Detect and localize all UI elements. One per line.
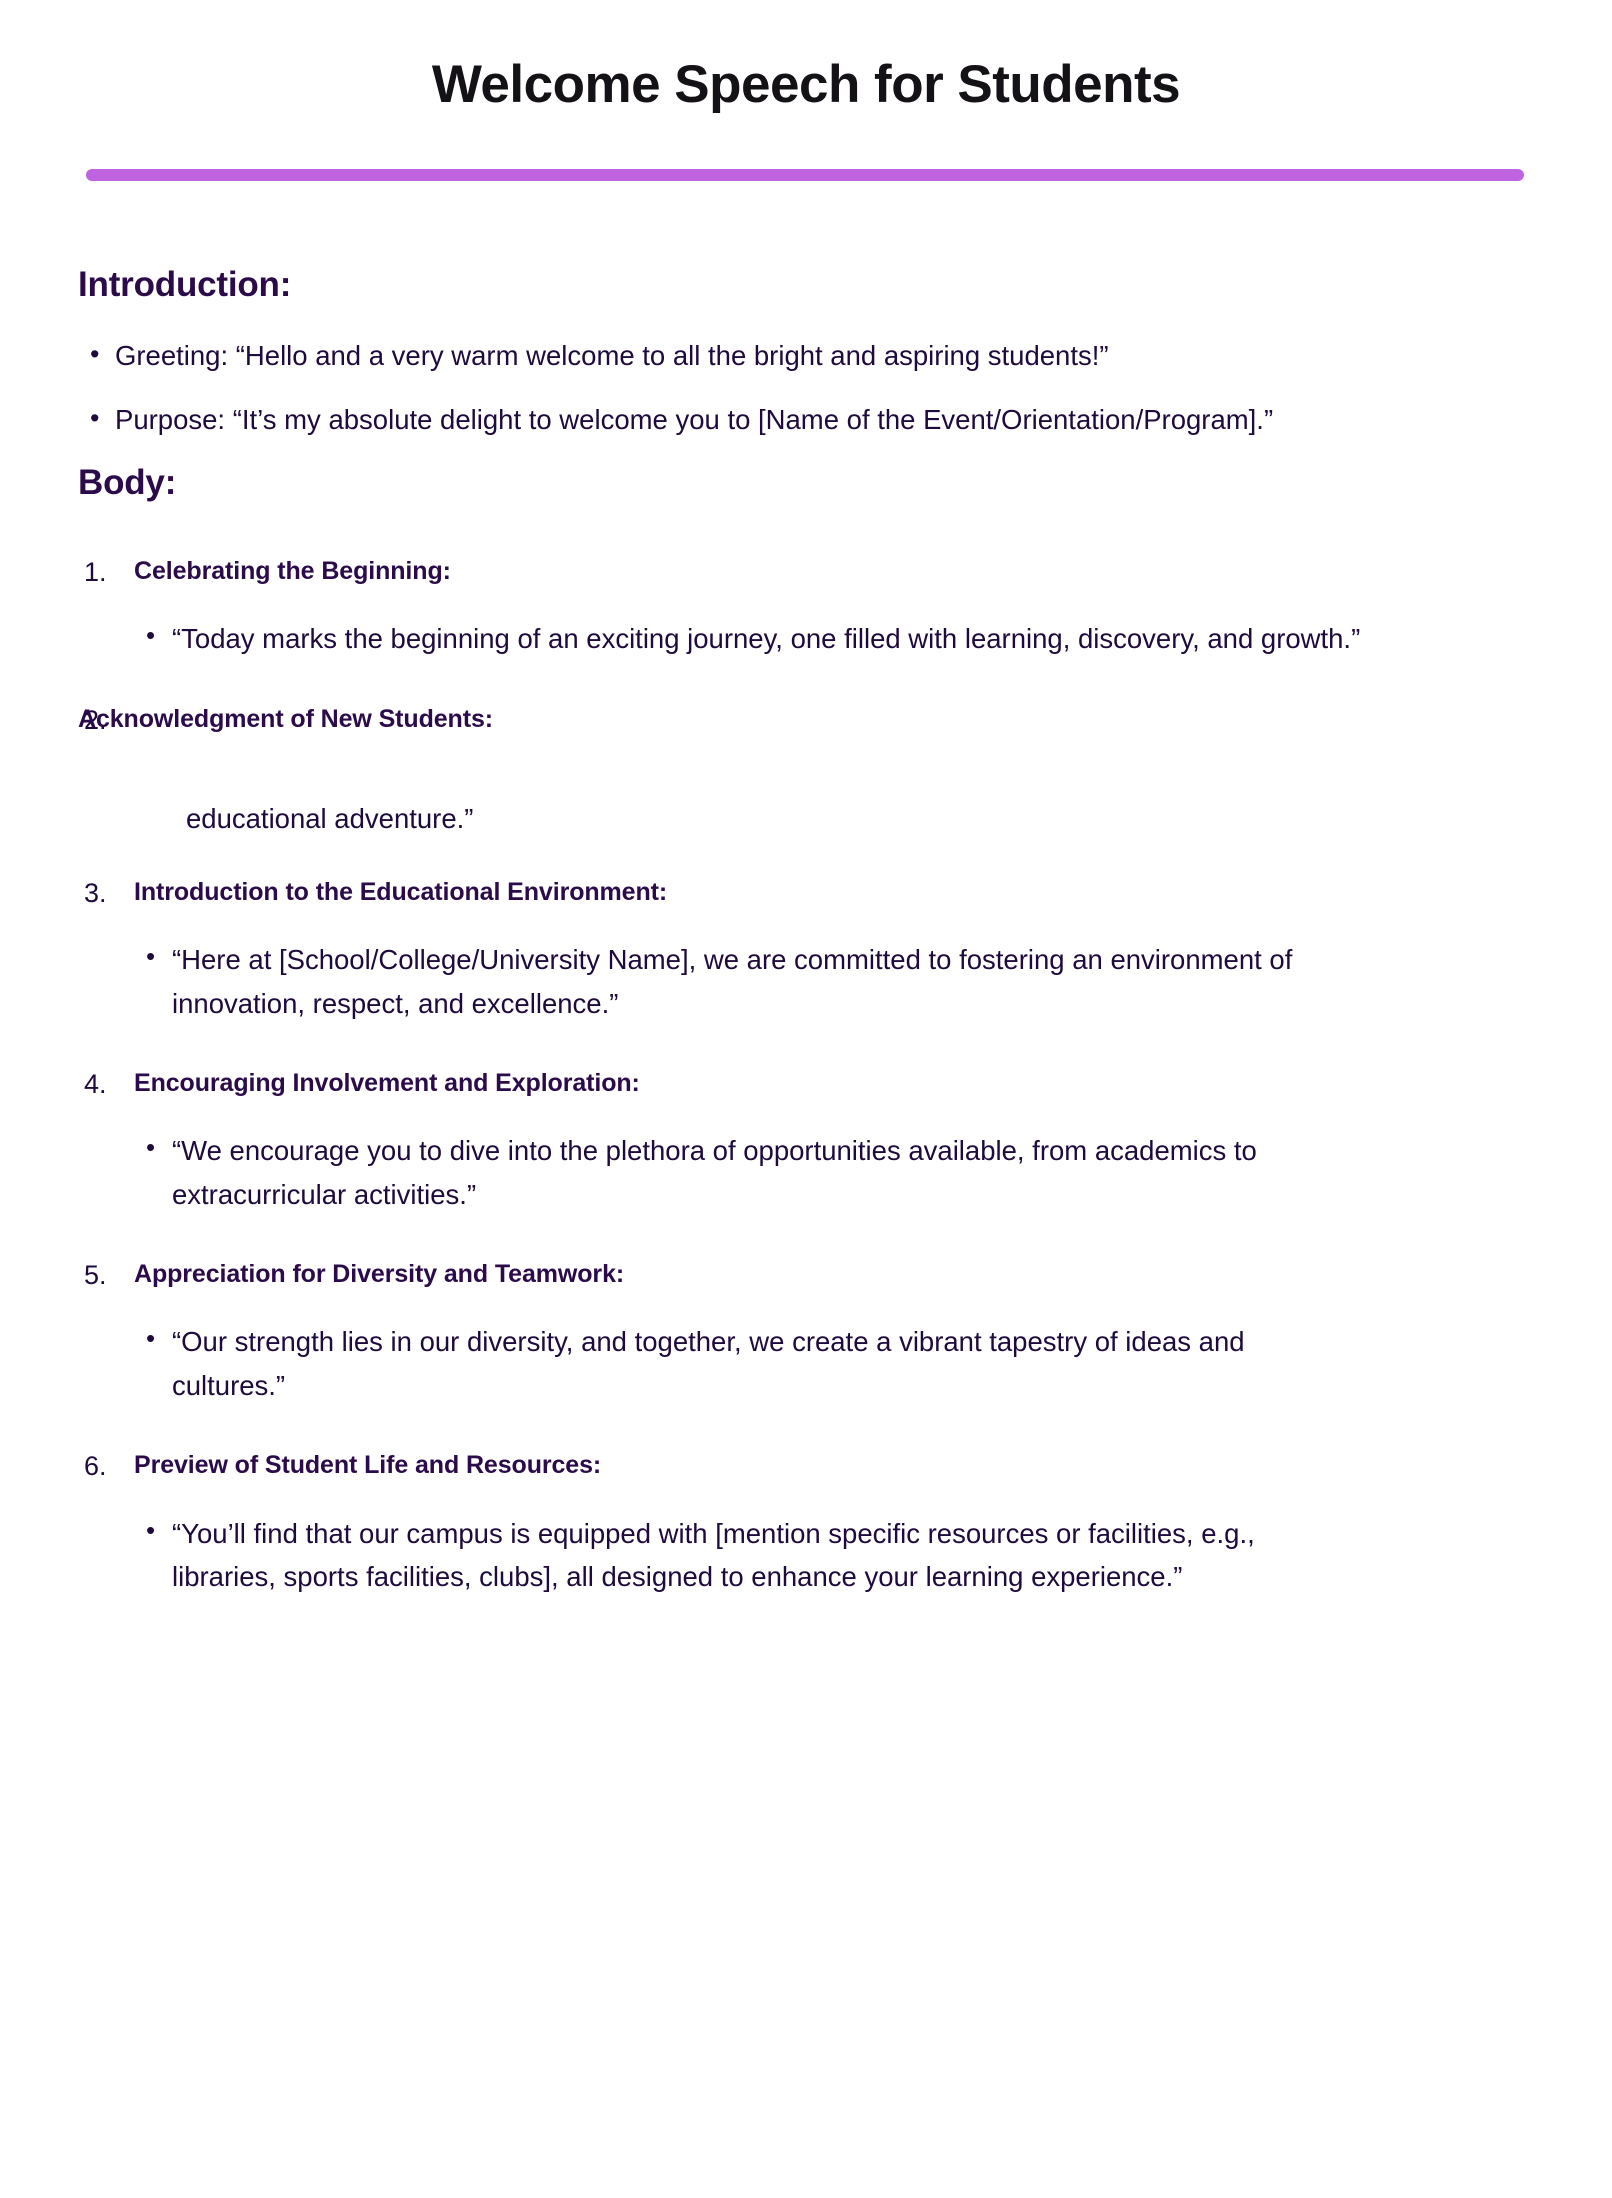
body-numbered-list <box>78 553 1534 1599</box>
list-item: • Purpose: “It’s my absolute delight to welcome you to [Name of the Event/Orientation/Program].” <box>78 399 1338 441</box>
numbered-item-4 <box>78 1065 1534 1216</box>
list-item: • “Our strength lies in our diversity, and together, we create a vibrant tapestry of ideas and cultures.” <box>134 1320 1364 1407</box>
accent-divider <box>86 169 1524 181</box>
numbered-item-title: Introduction to the Educational Environment: <box>134 877 668 906</box>
numbered-item-bullets <box>134 1129 1534 1216</box>
numbered-item-bullets <box>134 617 1534 660</box>
numbered-item-title: Encouraging Involvement and Exploration: <box>134 1069 640 1098</box>
list-item: • Greeting: “Hello and a very warm welcome to all the bright and aspiring students!” <box>78 335 1338 377</box>
numbered-item-title: Preview of Student Life and Resources: <box>134 1451 602 1480</box>
numbered-item-bullets <box>134 1512 1534 1599</box>
list-item: • “Today marks the beginning of an exciting journey, one filled with learning, discovery, and growth.” <box>134 617 1364 660</box>
numbered-item-3 <box>78 874 1534 1025</box>
document-content <box>0 265 1612 1598</box>
numbered-item-title: Celebrating the Beginning: <box>134 556 451 585</box>
list-item: • “You’ll find that our campus is equipped with [mention specific resources or facilities, e.g., libraries, sports facilities, clubs], all designed to enhance your learning experience.” <box>134 1512 1364 1599</box>
numbered-item-bullets <box>134 938 1534 1025</box>
numbered-item-2 <box>78 701 1534 797</box>
section-heading-body: Body: <box>78 462 177 502</box>
numbered-item-1 <box>78 553 1534 661</box>
numbered-item-bullets <box>134 1320 1534 1407</box>
section-heading-introduction: Introduction: <box>78 265 292 305</box>
numbered-item-2-overflow-text: educational adventure.” <box>186 802 474 834</box>
numbered-item-5 <box>78 1256 1534 1407</box>
numbered-item-6 <box>78 1447 1534 1598</box>
numbered-item-title: Appreciation for Diversity and Teamwork: <box>134 1260 625 1289</box>
introduction-bullet-list <box>78 335 1534 441</box>
list-item: • “We encourage you to dive into the plethora of opportunities available, from academics to extracurricular activities.” <box>134 1129 1364 1216</box>
title-divider-wrap <box>0 169 1612 181</box>
numbered-item-title: Acknowledgment of New Students: <box>78 704 493 733</box>
page-title: Welcome Speech for Students <box>431 55 1181 114</box>
list-item: • “Here at [School/College/University Name], we are committed to fostering an environment of innovation, respect, and excellence.” <box>134 938 1364 1025</box>
